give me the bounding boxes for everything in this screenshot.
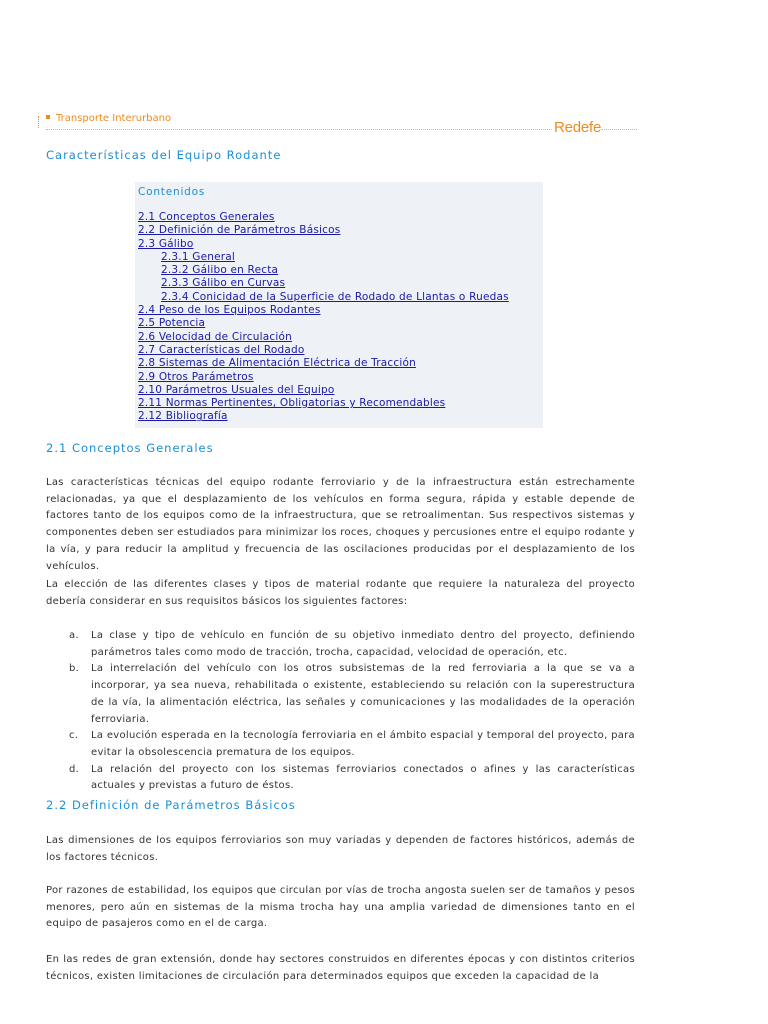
toc-link[interactable]: 2.12 Bibliografía — [138, 410, 228, 423]
list-item-text: La evolución esperada en la tecnología ferroviaria en el ámbito espacial y temporal del proyecto, para evitar la obsolescencia prematura de los equipos. — [91, 730, 635, 758]
toc-link[interactable]: 2.11 Normas Pertinentes, Obligatorias y Recomendables — [138, 397, 446, 410]
toc-item — [138, 384, 509, 397]
list-marker: c. — [69, 730, 79, 742]
page-header — [46, 112, 637, 134]
header-rule-right — [601, 129, 637, 130]
toc-item — [138, 251, 509, 264]
toc-item — [138, 304, 509, 317]
header-divider — [38, 116, 40, 128]
list-item — [46, 728, 635, 761]
document-title: Características del Equipo Rodante — [46, 148, 282, 162]
toc-item — [138, 317, 509, 330]
toc-item — [138, 344, 509, 357]
toc-link[interactable]: 2.3.2 Gálibo en Recta — [161, 264, 279, 277]
section-breadcrumb[interactable] — [46, 113, 171, 124]
toc-item — [138, 371, 509, 384]
paragraph: En las redes de gran extensión, donde hay sectores construidos en diferentes épocas y con distintos criterios técnicos, existen limitaciones de circulación para determinados equipos que exceden la capacidad de la — [46, 954, 635, 982]
toc-item — [138, 264, 509, 277]
toc-link[interactable]: 2.7 Características del Rodado — [138, 343, 305, 356]
bullet-icon — [46, 115, 50, 119]
toc-item — [138, 357, 509, 370]
toc-link[interactable]: 2.4 Peso de los Equipos Rodantes — [138, 304, 321, 317]
toc-list — [138, 211, 509, 424]
toc-link[interactable]: 2.8 Sistemas de Alimentación Eléctrica de Tracción — [138, 357, 416, 370]
list-item — [46, 762, 635, 795]
toc-link[interactable]: 2.1 Conceptos Generales — [138, 211, 275, 223]
list-item-text: La clase y tipo de vehículo en función de su objetivo inmediato dentro del proyecto, definiendo parámetros tales como modo de tracción, trocha, capacidad, velocidad de operación, etc. — [91, 630, 635, 658]
toc-link[interactable]: 2.5 Potencia — [138, 317, 206, 330]
paragraph: La elección de las diferentes clases y tipos de material rodante que requiere la naturaleza del proyecto debería considerar en sus requisitos básicos los siguientes factores: — [46, 579, 635, 607]
toc-link[interactable]: 2.3.3 Gálibo en Curvas — [161, 277, 286, 290]
toc-link[interactable]: 2.9 Otros Parámetros — [138, 370, 254, 383]
list-item-text: La interrelación del vehículo con los otros subsistemas de la red ferroviaria a la que se va a incorporar, ya sea nueva, rehabilitada o existente, estableciendo su relación con la superestructura de la vía, la alimentación eléctrica, las señales y comunicaciones y las modalidades de la operación ferroviaria. — [91, 663, 635, 725]
toc-item — [138, 291, 509, 304]
section-breadcrumb-label: Transporte Interurbano — [56, 113, 172, 124]
table-of-contents — [135, 182, 543, 428]
list-marker: a. — [69, 630, 79, 641]
paragraph: Por razones de estabilidad, los equipos que circulan por vías de trocha angosta suelen ser de tamaños y pesos menores, pero aún en sistemas de la misma trocha hay una amplia variedad de dimensiones tanto en el equipo de pasajeros como en el de carga. — [46, 885, 635, 930]
toc-link[interactable]: 2.2 Definición de Parámetros Básicos — [138, 224, 341, 237]
list-item — [46, 661, 635, 728]
brand-logo: Redefe — [554, 119, 602, 136]
toc-link[interactable]: 2.3.1 General — [161, 250, 236, 263]
toc-link[interactable]: 2.3.4 Conicidad de la Superficie de Rodado de Llantas o Ruedas — [161, 290, 509, 303]
paragraph: Las dimensiones de los equipos ferroviarios son muy variadas y dependen de factores históricos, además de los factores técnicos. — [46, 835, 635, 863]
toc-item — [138, 211, 509, 224]
header-rule — [46, 129, 552, 130]
toc-item — [138, 238, 509, 251]
toc-title: Contenidos — [138, 186, 206, 198]
list-marker: b. — [69, 663, 80, 675]
section-heading-2-1: 2.1 Conceptos Generales — [46, 441, 214, 455]
paragraph: Las características técnicas del equipo rodante ferroviario y de la infraestructura están estrechamente relacionadas, ya que el desplazamiento de los vehículos en forma segura, rápida y estable depende de factores tanto de los equipos como de la infraestructura, que se retroalimentan. Sus respectivos sistemas y componentes deben ser estudiados para minimizar los roces, choques y percusiones entre el equipo rodante y la vía, y para reducir la amplitud y frecuencia de las oscilaciones producidas por el desplazamiento de los vehículos. — [46, 477, 635, 572]
section-heading-2-2: 2.2 Definición de Parámetros Básicos — [46, 798, 296, 812]
factor-list — [46, 628, 635, 795]
list-item — [46, 628, 635, 661]
toc-item — [138, 331, 509, 344]
toc-item — [138, 277, 509, 290]
toc-link[interactable]: 2.6 Velocidad de Circulación — [138, 330, 292, 343]
toc-link[interactable]: 2.10 Parámetros Usuales del Equipo — [138, 383, 335, 396]
toc-item — [138, 410, 509, 423]
toc-link[interactable]: 2.3 Gálibo — [138, 237, 194, 250]
toc-item — [138, 224, 509, 237]
list-item-text: La relación del proyecto con los sistemas ferroviarios conectados o afines y las características actuales y previstas a futuro de éstos. — [91, 763, 635, 792]
toc-item — [138, 397, 509, 410]
list-marker: d. — [69, 763, 80, 775]
